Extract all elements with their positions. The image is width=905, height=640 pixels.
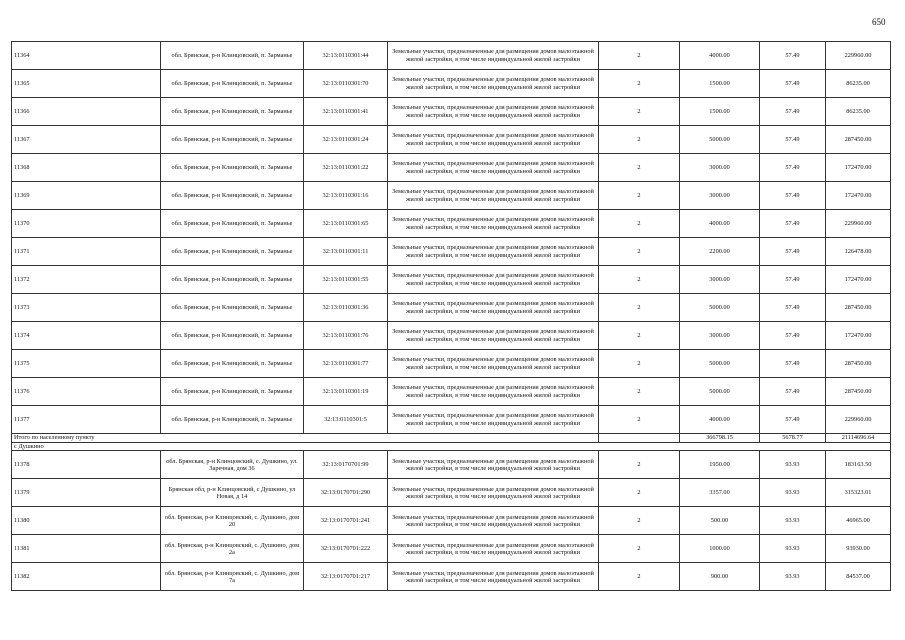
category-cell: 2: [599, 98, 680, 126]
area-cell: 5000.00: [680, 350, 760, 378]
total-rate: 5678.77: [760, 434, 826, 443]
table-row: [12, 238, 891, 266]
land-use-cell: Земельные участки, предназначенные для размещения домов малоэтажной жилой застройки, в том числе индивидуальной жилой застройки: [388, 406, 599, 434]
rate-cell: 57.49: [760, 294, 826, 322]
table-row: [12, 479, 891, 507]
village-header-row: [12, 443, 891, 451]
row-number: 11366: [12, 98, 161, 126]
land-use-cell: Земельные участки, предназначенные для размещения домов малоэтажной жилой застройки, в том числе индивидуальной жилой застройки: [388, 535, 599, 563]
area-cell: 3000.00: [680, 266, 760, 294]
row-number: 11380: [12, 507, 161, 535]
area-cell: 1000.00: [680, 535, 760, 563]
area-cell: 3000.00: [680, 322, 760, 350]
rate-cell: 57.49: [760, 154, 826, 182]
row-number: 11381: [12, 535, 161, 563]
area-cell: 900.00: [680, 563, 760, 591]
row-number: 11367: [12, 126, 161, 154]
area-cell: 1500.00: [680, 98, 760, 126]
row-number: 11364: [12, 42, 161, 70]
rate-cell: 57.49: [760, 126, 826, 154]
land-use-cell: Земельные участки, предназначенные для размещения домов малоэтажной жилой застройки, в том числе индивидуальной жилой застройки: [388, 42, 599, 70]
rate-cell: 57.49: [760, 98, 826, 126]
land-use-cell: Земельные участки, предназначенные для размещения домов малоэтажной жилой застройки, в том числе индивидуальной жилой застройки: [388, 322, 599, 350]
rate-cell: 57.49: [760, 406, 826, 434]
table-row: [12, 507, 891, 535]
cadastral-number: 32:13:0110301:36: [304, 294, 388, 322]
area-cell: 1950.00: [680, 451, 760, 479]
rate-cell: 93.93: [760, 451, 826, 479]
address-cell: обл. Брянская, р-н Клинцовский, п. Зарманье: [161, 378, 304, 406]
cadastral-number: 32:13:0110301:16: [304, 182, 388, 210]
land-use-cell: Земельные участки, предназначенные для размещения домов малоэтажной жилой застройки, в том числе индивидуальной жилой застройки: [388, 350, 599, 378]
cadastral-number: 32:13:0110301:44: [304, 42, 388, 70]
category-cell: 2: [599, 563, 680, 591]
address-cell: обл. Брянская, р-н Клинцовский, п. Зарманье: [161, 210, 304, 238]
row-number: 11365: [12, 70, 161, 98]
area-cell: 3000.00: [680, 154, 760, 182]
value-cell: 84537.00: [826, 563, 891, 591]
value-cell: 86235.00: [826, 70, 891, 98]
cadastral-number: 32:13:0110301:5: [304, 406, 388, 434]
land-use-cell: Земельные участки, предназначенные для размещения домов малоэтажной жилой застройки, в том числе индивидуальной жилой застройки: [388, 378, 599, 406]
rate-cell: 93.93: [760, 507, 826, 535]
value-cell: 172470.00: [826, 266, 891, 294]
address-cell: Брянская обл, р-н Клинцовский, с Душкино, ул Новая, д 14: [161, 479, 304, 507]
area-cell: 1500.00: [680, 70, 760, 98]
land-use-cell: Земельные участки, предназначенные для размещения домов малоэтажной жилой застройки, в том числе индивидуальной жилой застройки: [388, 126, 599, 154]
settlement-block-dushkino: [12, 451, 891, 591]
cadastral-number: 32:13:0110301:76: [304, 322, 388, 350]
area-cell: 4000.00: [680, 42, 760, 70]
address-cell: обл. Брянская, р-н Клинцовский, п. Зарманье: [161, 350, 304, 378]
row-number: 11372: [12, 266, 161, 294]
village-label: с Душкино: [12, 443, 891, 451]
table-row: [12, 294, 891, 322]
table-row: [12, 406, 891, 434]
land-registry-table: [11, 41, 891, 591]
rate-cell: 93.93: [760, 479, 826, 507]
table-row: [12, 98, 891, 126]
category-cell: 2: [599, 406, 680, 434]
address-cell: обл. Брянская, р-н Клинцовский, с. Душкино, ул. Заречная, дом 36: [161, 451, 304, 479]
row-number: 11368: [12, 154, 161, 182]
address-cell: обл. Брянская, р-н Клинцовский, с. Душкино, дом 20: [161, 507, 304, 535]
category-cell: 2: [599, 294, 680, 322]
address-cell: обл. Брянская, р-н Клинцовский, п. Зарманье: [161, 322, 304, 350]
address-cell: обл. Брянская, р-н Клинцовский, с. Душкино, дом 7а: [161, 563, 304, 591]
category-cell: 2: [599, 378, 680, 406]
row-number: 11374: [12, 322, 161, 350]
land-use-cell: Земельные участки, предназначенные для размещения домов малоэтажной жилой застройки, в том числе индивидуальной жилой застройки: [388, 507, 599, 535]
total-row: [12, 434, 891, 443]
rate-cell: 93.93: [760, 535, 826, 563]
value-cell: 287450.00: [826, 126, 891, 154]
table-row: [12, 535, 891, 563]
rate-cell: 57.49: [760, 70, 826, 98]
land-use-cell: Земельные участки, предназначенные для размещения домов малоэтажной жилой застройки, в том числе индивидуальной жилой застройки: [388, 479, 599, 507]
cadastral-number: 32:13:0110301:41: [304, 98, 388, 126]
address-cell: обл. Брянская, р-н Клинцовский, п. Зарманье: [161, 266, 304, 294]
land-use-cell: Земельные участки, предназначенные для размещения домов малоэтажной жилой застройки, в том числе индивидуальной жилой застройки: [388, 210, 599, 238]
page-number: 650: [872, 17, 886, 27]
area-cell: 3000.00: [680, 182, 760, 210]
value-cell: 287450.00: [826, 294, 891, 322]
address-cell: обл. Брянская, р-н Клинцовский, с. Душкино, дом 2а: [161, 535, 304, 563]
rate-cell: 57.49: [760, 266, 826, 294]
address-cell: обл. Брянская, р-н Клинцовский, п. Зарманье: [161, 238, 304, 266]
table-row: [12, 350, 891, 378]
table-row: [12, 154, 891, 182]
table-row: [12, 182, 891, 210]
row-number: 11375: [12, 350, 161, 378]
area-cell: 500.00: [680, 507, 760, 535]
total-area: 366798.15: [680, 434, 760, 443]
row-number: 11376: [12, 378, 161, 406]
cadastral-number: 32:13:0170701:290: [304, 479, 388, 507]
value-cell: 287450.00: [826, 378, 891, 406]
value-cell: 172470.00: [826, 322, 891, 350]
category-cell: 2: [599, 479, 680, 507]
table-row: [12, 210, 891, 238]
category-cell: 2: [599, 154, 680, 182]
category-cell: 2: [599, 70, 680, 98]
total-value: 21114696.64: [826, 434, 891, 443]
rate-cell: 57.49: [760, 350, 826, 378]
total-category-cell: [599, 434, 680, 443]
land-use-cell: Земельные участки, предназначенные для размещения домов малоэтажной жилой застройки, в том числе индивидуальной жилой застройки: [388, 294, 599, 322]
area-cell: 5000.00: [680, 378, 760, 406]
land-use-cell: Земельные участки, предназначенные для размещения домов малоэтажной жилой застройки, в том числе индивидуальной жилой застройки: [388, 70, 599, 98]
area-cell: 4000.00: [680, 210, 760, 238]
area-cell: 4000.00: [680, 406, 760, 434]
cadastral-number: 32:13:0110301:22: [304, 154, 388, 182]
table-row: [12, 266, 891, 294]
land-use-cell: Земельные участки, предназначенные для размещения домов малоэтажной жилой застройки, в том числе индивидуальной жилой застройки: [388, 563, 599, 591]
cadastral-number: 32:13:0110301:55: [304, 266, 388, 294]
category-cell: 2: [599, 451, 680, 479]
cadastral-number: 32:13:0170701:217: [304, 563, 388, 591]
table-row: [12, 378, 891, 406]
address-cell: обл. Брянская, р-н Клинцовский, п. Зарманье: [161, 70, 304, 98]
category-cell: 2: [599, 507, 680, 535]
cadastral-number: 32:13:0110301:65: [304, 210, 388, 238]
address-cell: обл. Брянская, р-н Клинцовский, п. Зарманье: [161, 406, 304, 434]
value-cell: 315323.01: [826, 479, 891, 507]
category-cell: 2: [599, 322, 680, 350]
cadastral-number: 32:13:0170701:241: [304, 507, 388, 535]
category-cell: 2: [599, 350, 680, 378]
rate-cell: 57.49: [760, 378, 826, 406]
area-cell: 5000.00: [680, 294, 760, 322]
value-cell: 172470.00: [826, 182, 891, 210]
rate-cell: 57.49: [760, 42, 826, 70]
row-number: 11373: [12, 294, 161, 322]
land-use-cell: Земельные участки, предназначенные для размещения домов малоэтажной жилой застройки, в том числе индивидуальной жилой застройки: [388, 98, 599, 126]
value-cell: 46965.00: [826, 507, 891, 535]
land-use-cell: Земельные участки, предназначенные для размещения домов малоэтажной жилой застройки, в том числе индивидуальной жилой застройки: [388, 182, 599, 210]
settlement-summary: [12, 434, 891, 451]
cadastral-number: 32:13:0170701:222: [304, 535, 388, 563]
row-number: 11369: [12, 182, 161, 210]
value-cell: 172470.00: [826, 154, 891, 182]
address-cell: обл. Брянская, р-н Клинцовский, п. Зарманье: [161, 294, 304, 322]
total-label: Итого по населенному пункту: [12, 434, 599, 443]
value-cell: 229960.00: [826, 210, 891, 238]
row-number: 11377: [12, 406, 161, 434]
address-cell: обл. Брянская, р-н Клинцовский, п. Зарманье: [161, 154, 304, 182]
row-number: 11370: [12, 210, 161, 238]
table-row: [12, 322, 891, 350]
cadastral-number: 32:13:0110301:70: [304, 70, 388, 98]
table-row: [12, 70, 891, 98]
table-row: [12, 42, 891, 70]
row-number: 11371: [12, 238, 161, 266]
rate-cell: 57.49: [760, 322, 826, 350]
value-cell: 126478.00: [826, 238, 891, 266]
area-cell: 5000.00: [680, 126, 760, 154]
cadastral-number: 32:13:0110301:11: [304, 238, 388, 266]
value-cell: 86235.00: [826, 98, 891, 126]
rate-cell: 93.93: [760, 563, 826, 591]
category-cell: 2: [599, 535, 680, 563]
category-cell: 2: [599, 238, 680, 266]
cadastral-number: 32:13:0110301:24: [304, 126, 388, 154]
cadastral-number: 32:13:0110301:77: [304, 350, 388, 378]
rate-cell: 57.49: [760, 238, 826, 266]
value-cell: 93930.00: [826, 535, 891, 563]
table-row: [12, 126, 891, 154]
land-use-cell: Земельные участки, предназначенные для размещения домов малоэтажной жилой застройки, в том числе индивидуальной жилой застройки: [388, 451, 599, 479]
category-cell: 2: [599, 266, 680, 294]
cadastral-number: 32:13:0170701:99: [304, 451, 388, 479]
land-use-cell: Земельные участки, предназначенные для размещения домов малоэтажной жилой застройки, в том числе индивидуальной жилой застройки: [388, 266, 599, 294]
rate-cell: 57.49: [760, 210, 826, 238]
area-cell: 2200.00: [680, 238, 760, 266]
area-cell: 3357.00: [680, 479, 760, 507]
cadastral-number: 32:13:0110301:19: [304, 378, 388, 406]
address-cell: обл. Брянская, р-н Клинцовский, п. Зарманье: [161, 42, 304, 70]
value-cell: 287450.00: [826, 350, 891, 378]
address-cell: обл. Брянская, р-н Клинцовский, п. Зарманье: [161, 126, 304, 154]
address-cell: обл. Брянская, р-н Клинцовский, п. Зарманье: [161, 182, 304, 210]
land-use-cell: Земельные участки, предназначенные для размещения домов малоэтажной жилой застройки, в том числе индивидуальной жилой застройки: [388, 154, 599, 182]
row-number: 11378: [12, 451, 161, 479]
category-cell: 2: [599, 182, 680, 210]
table-row: [12, 563, 891, 591]
category-cell: 2: [599, 210, 680, 238]
value-cell: 229960.00: [826, 406, 891, 434]
address-cell: обл. Брянская, р-н Клинцовский, п. Зарманье: [161, 98, 304, 126]
row-number: 11379: [12, 479, 161, 507]
land-use-cell: Земельные участки, предназначенные для размещения домов малоэтажной жилой застройки, в том числе индивидуальной жилой застройки: [388, 238, 599, 266]
category-cell: 2: [599, 42, 680, 70]
value-cell: 183163.50: [826, 451, 891, 479]
row-number: 11382: [12, 563, 161, 591]
settlement-block-zarmanye: [12, 42, 891, 434]
rate-cell: 57.49: [760, 182, 826, 210]
category-cell: 2: [599, 126, 680, 154]
table-row: [12, 451, 891, 479]
value-cell: 229960.00: [826, 42, 891, 70]
